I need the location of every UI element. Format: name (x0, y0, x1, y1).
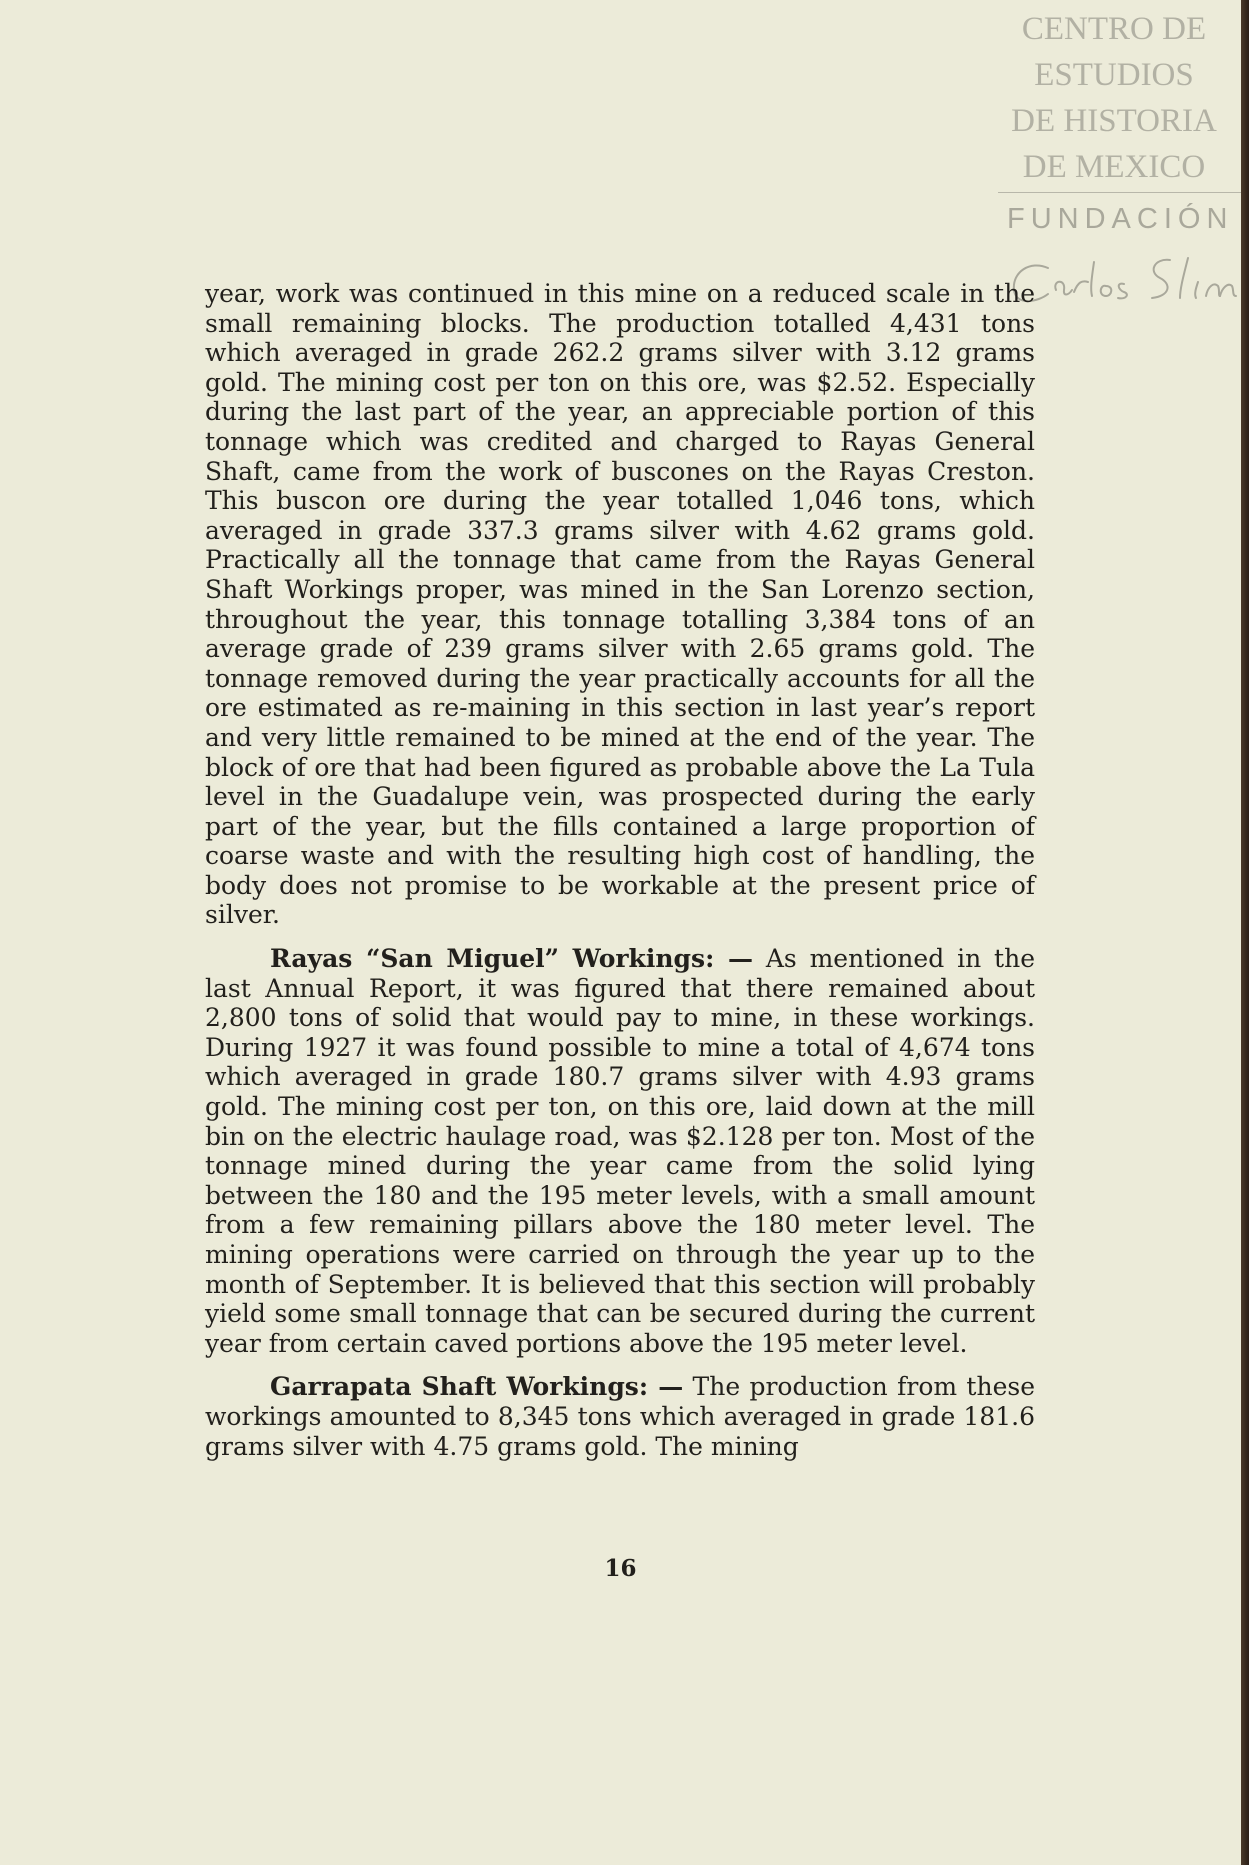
watermark-line-3: DE HISTORIA (1011, 103, 1217, 139)
body-text (205, 279, 1035, 1461)
page-edge (1241, 0, 1249, 1865)
watermark-foundation: FUNDACIÓN (1007, 203, 1234, 235)
page-number: 16 (604, 1555, 637, 1582)
section-heading-san-miguel: Rayas “San Miguel” Workings: — (270, 944, 753, 974)
paragraph-san-miguel-workings (205, 944, 1035, 1358)
watermark-line-4: DE MEXICO (1022, 149, 1206, 185)
section-heading-garrapata: Garrapata Shaft Workings: — (270, 1372, 684, 1402)
paragraph-san-miguel-text: As mentioned in the last Annual Report, it was figured that there remained about 2,800 tons of solid that would pay to mine, in these workings. During 1927 it was found possible to mine a total of 4,674 tons which averaged in grade 180.7 grams silver with 4.93 grams gold. The mining cost per ton, on this ore, laid down at the mill bin on the electric haulage road, was $2.128 per ton. Most of the tonnage mined during the year came from the solid lying between the 180 and the 195 meter levels, with a small amount from a few remaining pillars above the 180 meter level. The mining operations were carried on through the year up to the month of September. It is believed that this section will probably yield some small tonnage that can be secured during the current year from certain caved portions above the 195 meter level. (205, 944, 1035, 1358)
archive-watermark (998, 6, 1230, 190)
watermark-divider (998, 192, 1241, 193)
paragraph-garrapata-workings (205, 1372, 1035, 1461)
watermark-line-1: CENTRO DE (1021, 11, 1207, 47)
paragraph-rayas-general-shaft: year, work was continued in this mine on a reduced scale in the small remaining blocks. The production totalled 4,431 tons which averaged in grade 262.2 grams silver with 3.12 grams gold. The mining cost per ton on this ore, was $2.52. Especially during the last part of the year, an appreciable portion of this tonnage which was credited and charged to Rayas General Shaft, came from the work of buscones on the Rayas Creston. This buscon ore during the year totalled 1,046 tons, which averaged in grade 337.3 grams silver with 4.62 grams gold. Practically all the tonnage that came from the Rayas General Shaft Workings proper, was mined in the San Lorenzo section, throughout the year, this tonnage totalling 3,384 tons of an average grade of 239 grams silver with 2.65 grams gold. The tonnage removed during the year practically accounts for all the ore estimated as re-maining in this section in last year’s report and very little remained to be mined at the end of the year. The block of ore that had been figured as probable above the La Tula level in the Guadalupe vein, was prospected during the early part of the year, but the fills contained a large proportion of coarse waste and with the resulting high cost of handling, the body does not promise to be workable at the present price of silver. (205, 279, 1035, 930)
signature-logo-icon (1008, 250, 1241, 320)
watermark-line-2: ESTUDIOS (1034, 57, 1194, 93)
paragraph-garrapata-text: The production from these workings amounted to 8,345 tons which averaged in grade 181.6 grams silver with 4.75 grams gold. The mining (205, 1372, 1035, 1461)
